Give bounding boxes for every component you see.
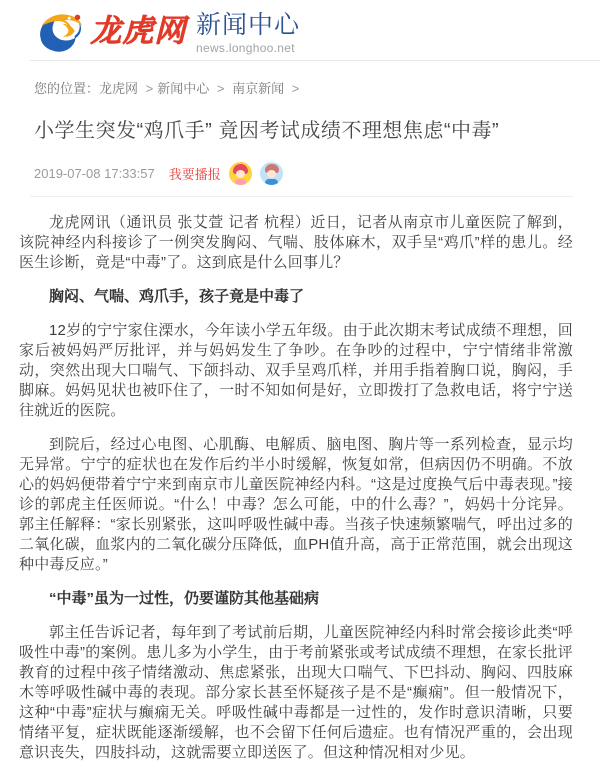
breadcrumb <box>34 78 600 97</box>
logo-row <box>34 9 600 56</box>
girl-mascot-icon[interactable] <box>229 162 252 185</box>
breadcrumb-prefix: 您的位置： <box>34 81 100 96</box>
publish-date: 2019-07-08 17:33:57 <box>34 165 155 181</box>
article-meta <box>34 161 600 185</box>
article-subheading-1: 胸闷、气喘、鸡爪手，孩子竟是中毒了 <box>49 288 305 305</box>
breadcrumb-separator: > <box>145 81 154 96</box>
breadcrumb-separator: > <box>291 81 300 96</box>
article-paragraph-intro: 龙虎网讯（通讯员 张艾萱 记者 杭程）近日，记者从南京市儿童医院了解到，该院神经内科接诊了一例突发胸闷、气喘、肢体麻木，双手呈“鸡爪”样的患儿。经医生诊断，竟是“中毒”了。这到底是什么回事儿？ <box>19 214 573 271</box>
article-paragraph-diagnosis: 到院后，经过心电图、心肌酶、电解质、脑电图、胸片等一系列检查，显示均无异常。宁宁的症状也在发作后约半小时缓解，恢复如常，但病因仍不明确。不放心的妈妈便带着宁宁来到南京市儿童医院神经内科。“这是过度换气后中毒表现。”接诊的郭虎主任医师说。“什么！中毒？怎么可能，中的什么毒？”，妈妈十分诧异。郭主任解释：“家长别紧张，这叫呼吸性碱中毒。当孩子快速频繁喘气，呼出过多的二氧化碳，血浆内的二氧化碳分压降低，血PH值升高，高于正常范围，就会出现这种中毒反应。” <box>19 436 573 573</box>
article-subheading-2: “中毒”虽为一过性，仍要谨防其他基础病 <box>49 590 320 607</box>
article-title: 小学生突发“鸡爪手” 竟因考试成绩不理想焦虑“中毒” <box>34 120 500 142</box>
section-block <box>196 9 300 55</box>
header-divider <box>30 60 600 61</box>
breadcrumb-link-news-center[interactable]: 新闻中心 <box>157 81 210 96</box>
breadcrumb-separator: > <box>216 81 225 96</box>
meta-divider <box>30 196 573 197</box>
broadcast-button[interactable]: 我要播报 <box>168 166 221 182</box>
boy-mascot-icon[interactable] <box>260 162 283 185</box>
site-name[interactable]: 龙虎网 <box>90 13 186 48</box>
site-header <box>0 0 600 53</box>
dragon-logo-icon[interactable] <box>34 10 86 56</box>
article-paragraph-doctor-advice: 郭主任告诉记者，每年到了考试前后期，儿童医院神经内科时常会接诊此类“呼吸性中毒”的案例。患儿多为小学生，由于考前紧张或考试成绩不理想，在家长批评教育的过程中孩子情绪激动、焦虑紧张，出现大口喘气、下巴抖动、胸闷、四肢麻木等呼吸性碱中毒的表现。部分家长甚至怀疑孩子是不是“癫痫”。但一般情况下，这种“中毒”症状与癫痫无关。呼吸性碱中毒都是一过性的，发作时意识清晰，只要情绪平复，症状既能逐渐缓解，也不会留下任何后遗症。也有情况严重的，会出现意识丧失，四肢抖动，这就需要立即送医了。但这种情况相对少见。 <box>19 624 573 761</box>
site-domain: news.longhoo.net <box>196 41 295 55</box>
article-paragraph-story: 12岁的宁宁家住溧水，今年读小学五年级。由于此次期末考试成绩不理想，回家后被妈妈严厉批评，并与妈妈发生了争吵。在争吵的过程中，宁宁情绪非常激动，突然出现大口喘气、下颌抖动、双手呈鸡爪样，并用手指着胸口说，胸闷，手脚麻。妈妈见状也被吓住了，一时不知如何是好，立即拨打了急救电话，将宁宁送往就近的医院。 <box>19 322 573 419</box>
section-title[interactable]: 新闻中心 <box>196 11 301 39</box>
breadcrumb-link-home[interactable]: 龙虎网 <box>99 81 139 96</box>
breadcrumb-link-nanjing-news[interactable]: 南京新闻 <box>232 81 285 96</box>
article-body <box>19 213 573 763</box>
